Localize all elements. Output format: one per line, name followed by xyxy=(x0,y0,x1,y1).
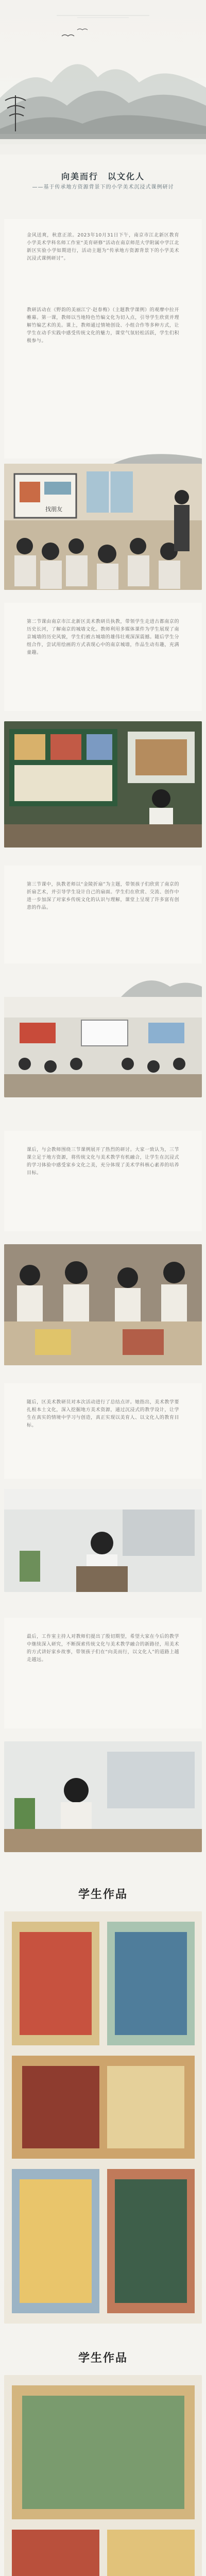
photo-meeting-room xyxy=(4,997,202,1097)
paper-panel-3 xyxy=(4,866,202,963)
page-subtitle: ——基于传承地方资源背景下的小学美术沉浸式课例研讨 xyxy=(32,184,174,190)
photo-speaker xyxy=(4,1489,202,1592)
page-title: 向美而行 以文化人 xyxy=(61,172,145,181)
mountain-ornament-icon xyxy=(0,963,206,999)
photo-teacher-board xyxy=(4,721,202,848)
student-works-gallery-1 xyxy=(4,1911,202,2324)
ink-landscape-icon xyxy=(0,0,206,170)
header-banner xyxy=(0,0,206,170)
photo-students-working xyxy=(4,1244,202,1365)
paragraph-closing: 最后，工作室主持人对教师们提出了殷切期望，希望大家在今后的教学中继续深入研究，不断探索传统文化与美术教学融合的新路径，用美术的方式讲好家乡故事，带领孩子们在“向美而行，以文化人”的道路上越走越远。 xyxy=(27,1634,179,1663)
photo-classroom-1 xyxy=(4,464,202,590)
paragraph-lesson-one: 教研活动在《野韵的美丽江宁·赵春梅》（主题教学课例）的观摩中拉开帷幕。第一课，教师以当地特色竹编文化为切入点，引导学生欣赏并理解竹编艺术的美。课上，教师通过情境创设、小组合作等多种方式，让学生在动手实践中感受传统文化的魅力，课堂气氛轻松活跃，学生们积极参与。 xyxy=(27,308,179,344)
paper-panel-5 xyxy=(4,1383,202,1479)
paragraph-lesson-three: 第三节课中，执教老师以“金陵折扇”为主题，带领孩子们欣赏了南京的折扇艺术，并引导学生设计自己的扇面。学生们在欣赏、交流、创作中进一步加深了对家乡传统文化的认识与理解，课堂上呈现了许多富有创意的作品。 xyxy=(27,882,179,910)
student-works-label-2: 学生作品 xyxy=(78,2352,128,2365)
student-works-label-1: 学生作品 xyxy=(78,1888,128,1901)
paragraph-summary: 随后，区美术教研员对本次活动进行了总结点评。她指出，美术教学要扎根本土文化，深入挖掘地方美术资源，通过沉浸式的教学设计，让学生在真实的情境中学习与创造，真正实现以美育人、以文化人的教育目标。 xyxy=(27,1400,179,1428)
student-works-gallery-2 xyxy=(4,2375,202,2576)
screen-caption: 找朋友 xyxy=(45,506,62,513)
photo-presenter xyxy=(4,1741,202,1852)
paragraph-discussion: 课后，与会教师围绕三节课例展开了热烈的研讨。大家一致认为，三节课立足于地方资源，将传统文化与美术教学有机融合，让学生在沉浸式的学习体验中感受家乡文化之美，充分体现了美术学科核心素养的培养目标。 xyxy=(27,1147,179,1176)
paragraph-lesson-two: 第二节课由南京市江北新区美术教研员执教，带领学生走进古都南京的历史长河，了解南京的城墙文化。教师利用多媒体课件为学生展现了南京城墙的历史风貌，学生们被古城墙的雄伟壮观深深震撼。随后学生分组合作，尝试用绘画的方式表现心中的南京城墙，作品生动有趣，充满童趣。 xyxy=(27,619,179,655)
paragraph-intro: 金风送爽，秋意正浓。2023年10月31日下午，南京市江北新区教育小学美术学科名师工作室“美育研修”活动在南京师范大学附属中学江北新区实验小学如期进行，活动主题为“传承地方资源背景下的小学美术沉浸式课例研讨”。 xyxy=(27,233,179,261)
